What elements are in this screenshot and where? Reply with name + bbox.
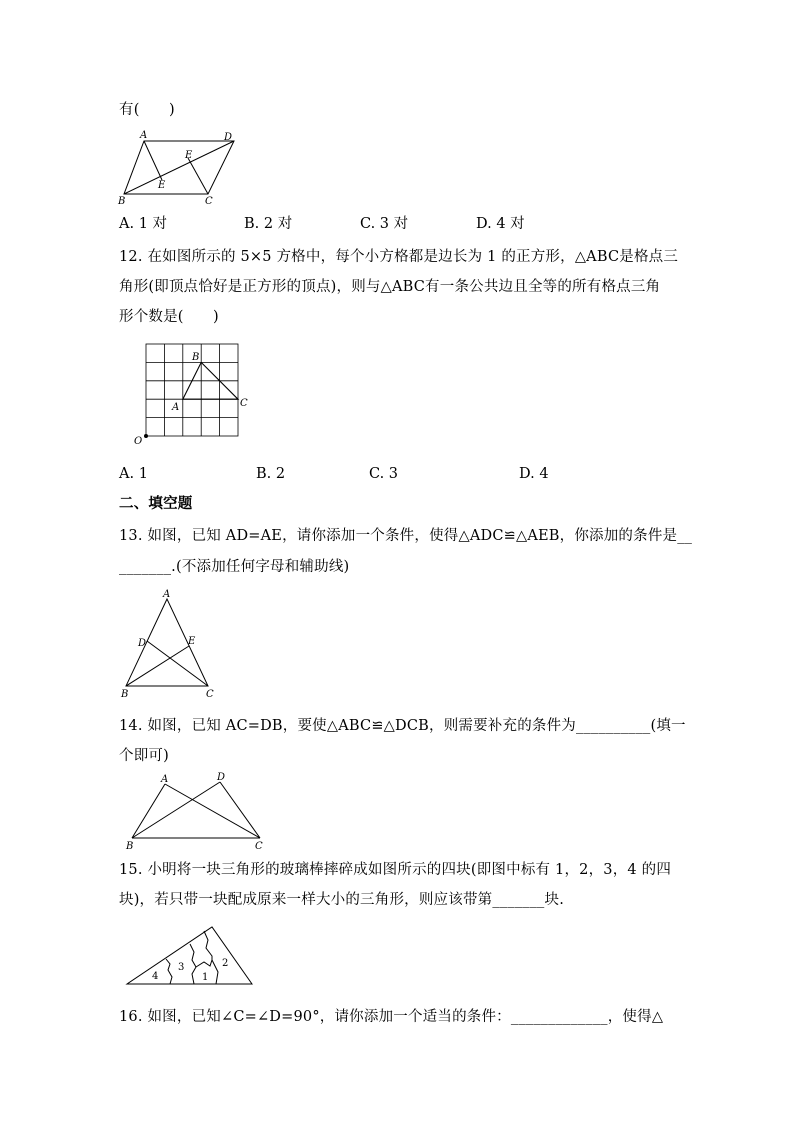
q11-label-a: A: [140, 130, 148, 141]
q12-line-2: 角形(即顶点恰好是正方形的顶点)，则与△ABC有一条公共边且全等的所有格点三角: [119, 279, 661, 295]
q15-label-3: 3: [178, 962, 185, 973]
q11-figure: [118, 128, 248, 208]
q12-label-c: C: [240, 398, 248, 409]
q11-label-e1: E: [158, 180, 166, 191]
q15-line-1: 15. 小明将一块三角形的玻璃棒摔碎成如图所示的四块(即图中标有 1，2，3，4 的四: [119, 862, 672, 878]
q12-option-b: B. 2: [256, 466, 286, 482]
q11-tail: 有( ): [119, 102, 175, 118]
q13-figure: [118, 586, 228, 701]
q13-line-1: 13. 如图，已知 AD=AE，请你添加一个条件，使得△ADC≌△AEB，你添加的条件是__: [119, 528, 693, 544]
q11-label-b: B: [118, 196, 126, 207]
q12-option-d: D. 4: [519, 466, 549, 482]
q12-line-1: 12. 在如图所示的 5×5 方格中，每个小方格都是边长为 1 的正方形，△ABC是格点三: [119, 249, 679, 265]
q12-figure: [130, 338, 250, 448]
q11-label-d: D: [224, 132, 233, 143]
q15-label-2: 2: [222, 958, 229, 969]
q13-label-b: B: [121, 689, 129, 700]
q15-label-4: 4: [152, 971, 159, 982]
q15-figure: [122, 922, 282, 992]
q14-label-b: B: [126, 841, 134, 852]
section-title-fill-in: 二、填空题: [119, 496, 193, 512]
q12-option-c: C. 3: [369, 466, 399, 482]
q16-line-1: 16. 如图，已知∠C=∠D=90°，请你添加一个适当的条件：_____________，使得△: [119, 1009, 664, 1025]
q11-label-c: C: [205, 196, 213, 207]
q14-label-a: A: [161, 774, 169, 785]
q12-line-3: 形个数是( ): [119, 309, 219, 325]
q14-label-c: C: [255, 841, 263, 852]
q14-line-2: 个即可): [119, 748, 169, 764]
q15-line-2: 块)，若只带一块配成原来一样大小的三角形，则应该带第_______块.: [119, 892, 565, 908]
q13-label-c: C: [206, 689, 214, 700]
q12-label-a: A: [172, 402, 180, 413]
q12-label-o: O: [134, 436, 143, 447]
q13-line-2: _______.(不添加任何字母和辅助线): [119, 559, 350, 575]
q12-label-b: B: [192, 352, 200, 363]
q13-label-e: E: [188, 636, 196, 647]
q11-option-d: D. 4 对: [476, 216, 525, 232]
q15-label-1: 1: [202, 972, 209, 983]
q11-option-c: C. 3 对: [360, 216, 409, 232]
q12-option-a: A. 1: [119, 466, 148, 482]
q11-option-b: B. 2 对: [244, 216, 293, 232]
q14-label-d: D: [217, 772, 226, 783]
q14-line-1: 14. 如图，已知 AC=DB，要使△ABC≌△DCB，则需要补充的条件为__________(填一: [119, 718, 686, 734]
q13-label-a: A: [163, 589, 171, 600]
q11-label-e2: E: [185, 150, 193, 161]
q13-label-d: D: [138, 638, 147, 649]
q14-figure: [120, 770, 280, 850]
q11-option-a: A. 1 对: [119, 216, 168, 232]
